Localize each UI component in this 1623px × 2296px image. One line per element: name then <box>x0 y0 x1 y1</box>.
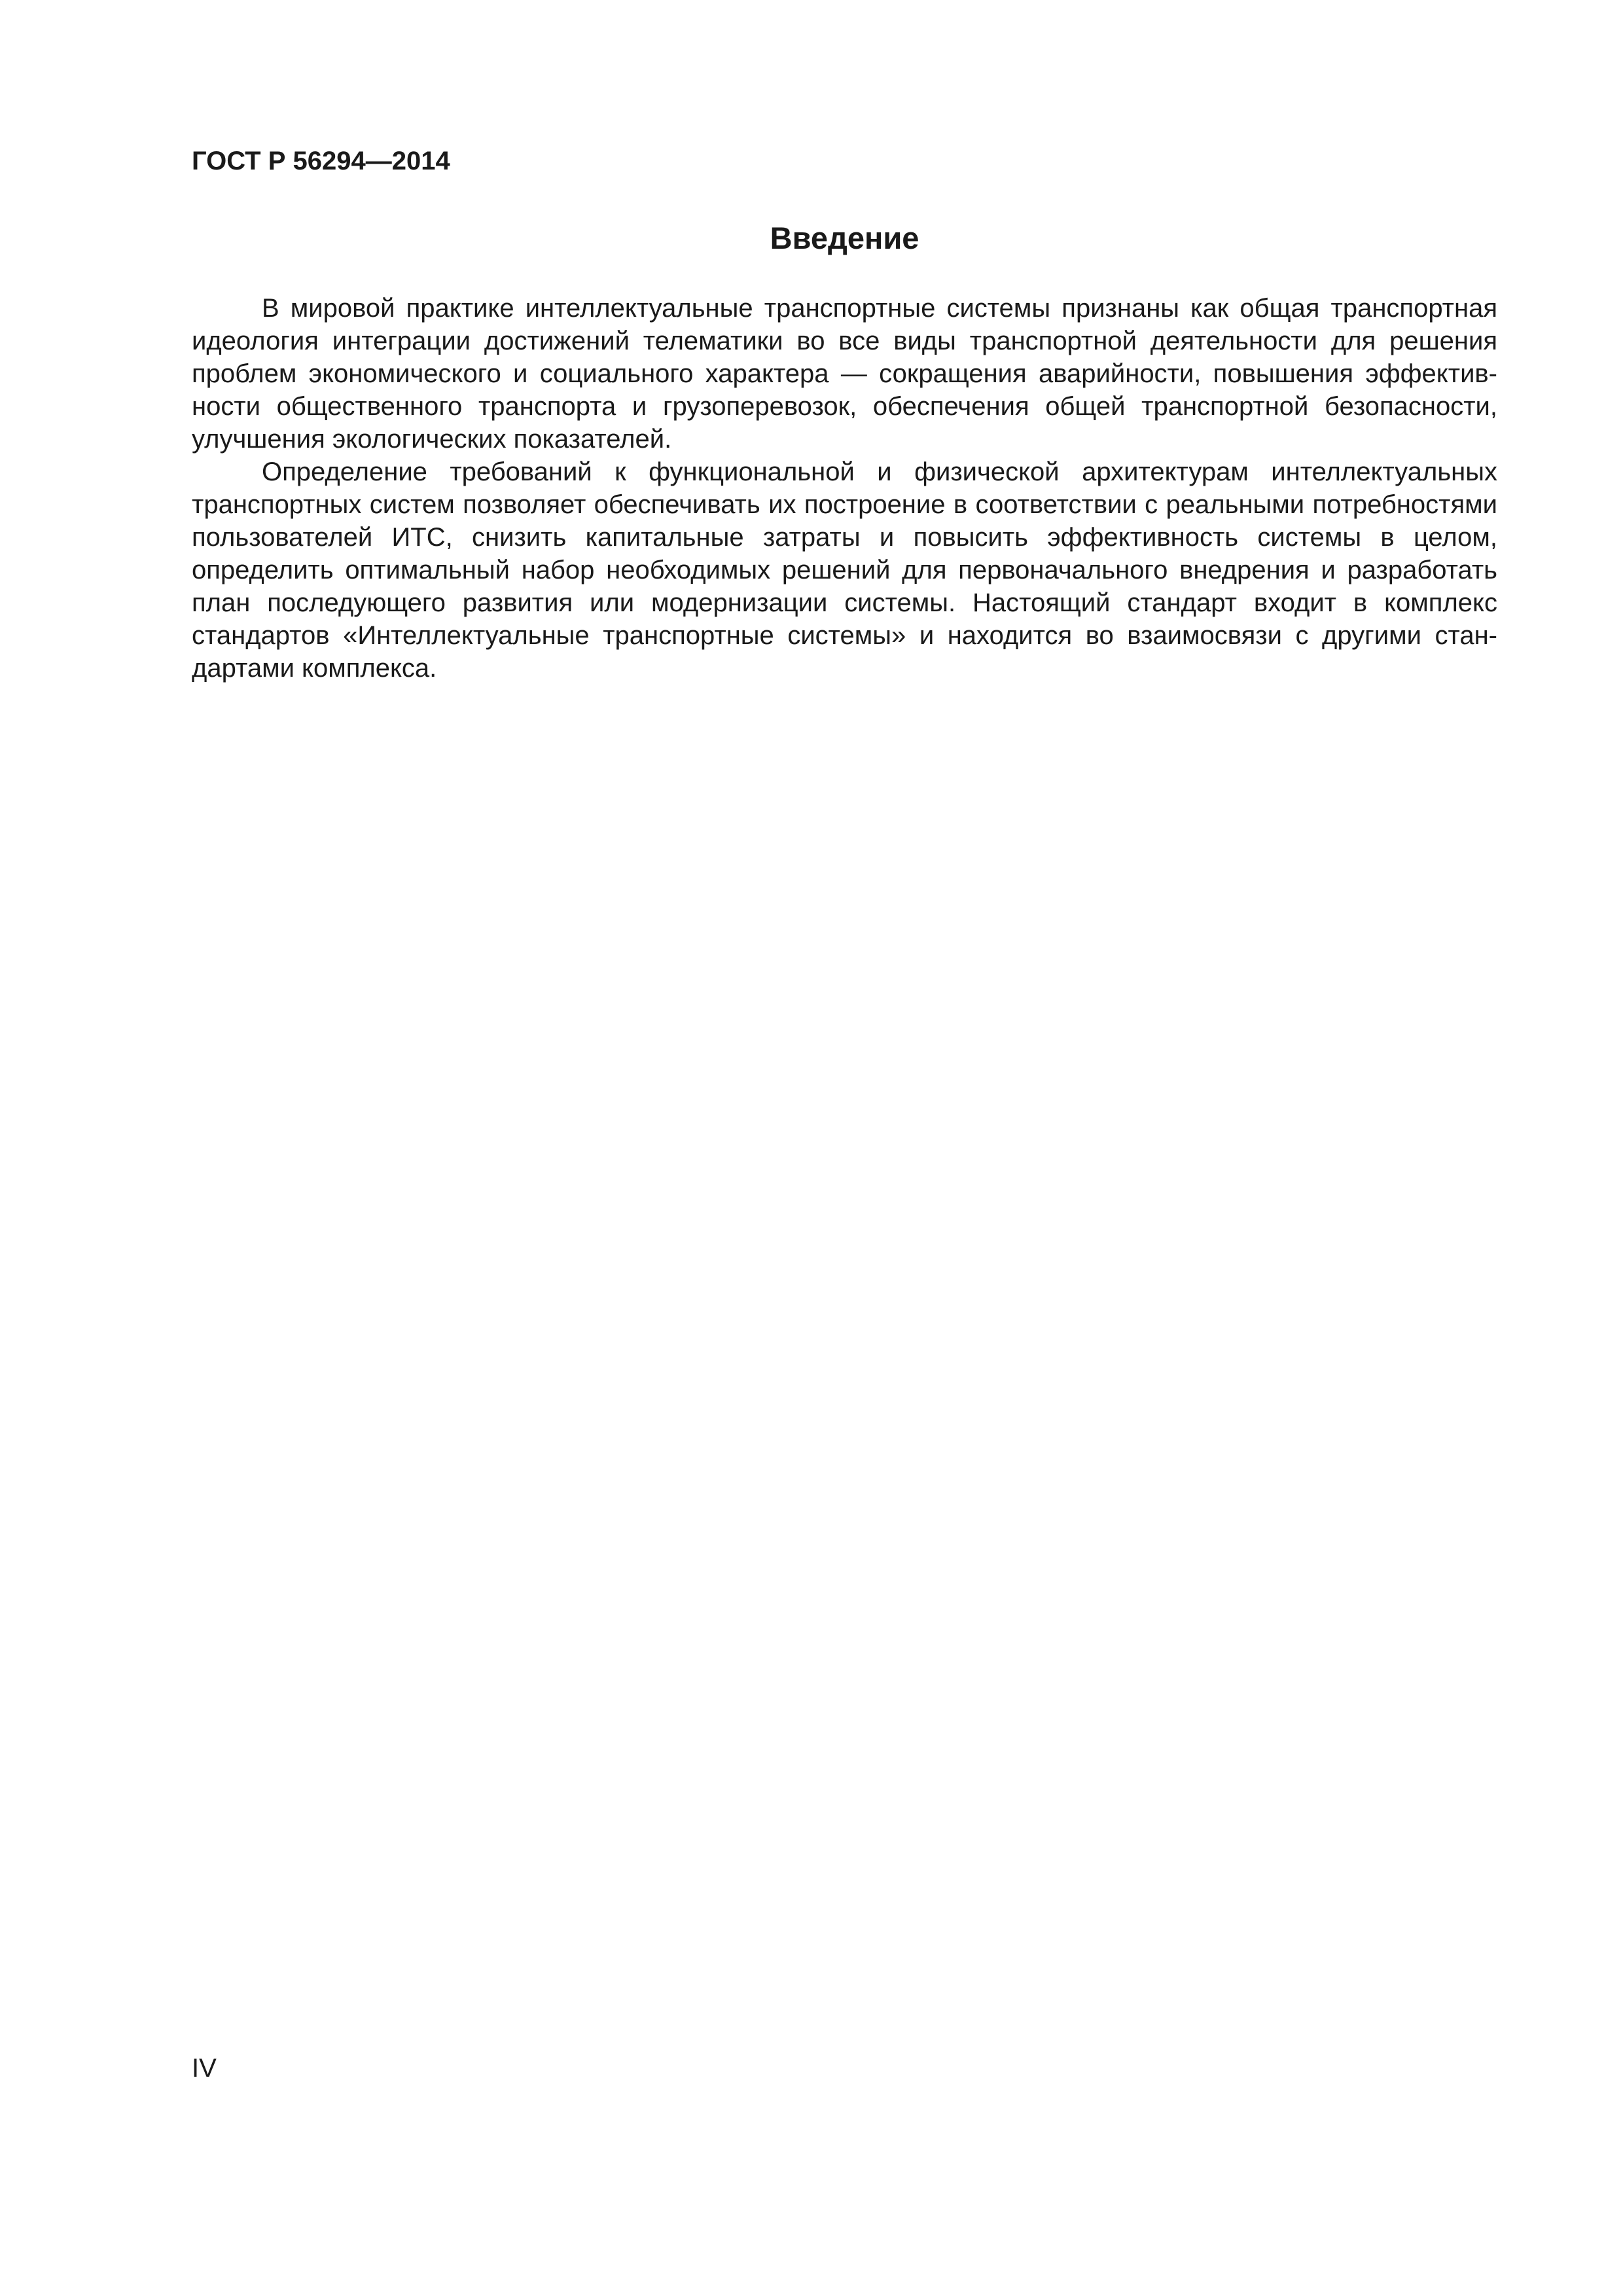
standard-id: ГОСТ Р 56294—2014 <box>192 147 450 175</box>
paragraph: В мировой практике интеллектуальные транспортные системы признаны как общая транспортная идеология интеграции достижений телематики во все виды транспортной деятельности для решения проблем экономического и социального характера — сокращения аварийности, повышения эффективности общественного транспорта и грузоперевозок, обеспечения общей транспортной безопасности, улучшения экологических показателей. <box>192 294 1497 454</box>
page-number: IV <box>192 2054 217 2083</box>
paragraph: Определение требований к функциональной и физической архитектурам интеллектуальных транспортных систем позволяет обеспечивать их построение в соответствии с реальными потребностями пользователей ИТС, снизить капитальные затраты и повысить эффективность системы в целом, определить оптимальный набор необходимых решений для первоначального внедрения и разработать план последующего развития или модернизации системы. Настоящий стандарт входит в комплекс стандартов «Интеллектуальные транспортные системы» и находится во взаимосвязи с другими стандартами комплекса. <box>192 457 1497 683</box>
body-text <box>192 292 1497 685</box>
section-title: Введение <box>770 221 919 255</box>
